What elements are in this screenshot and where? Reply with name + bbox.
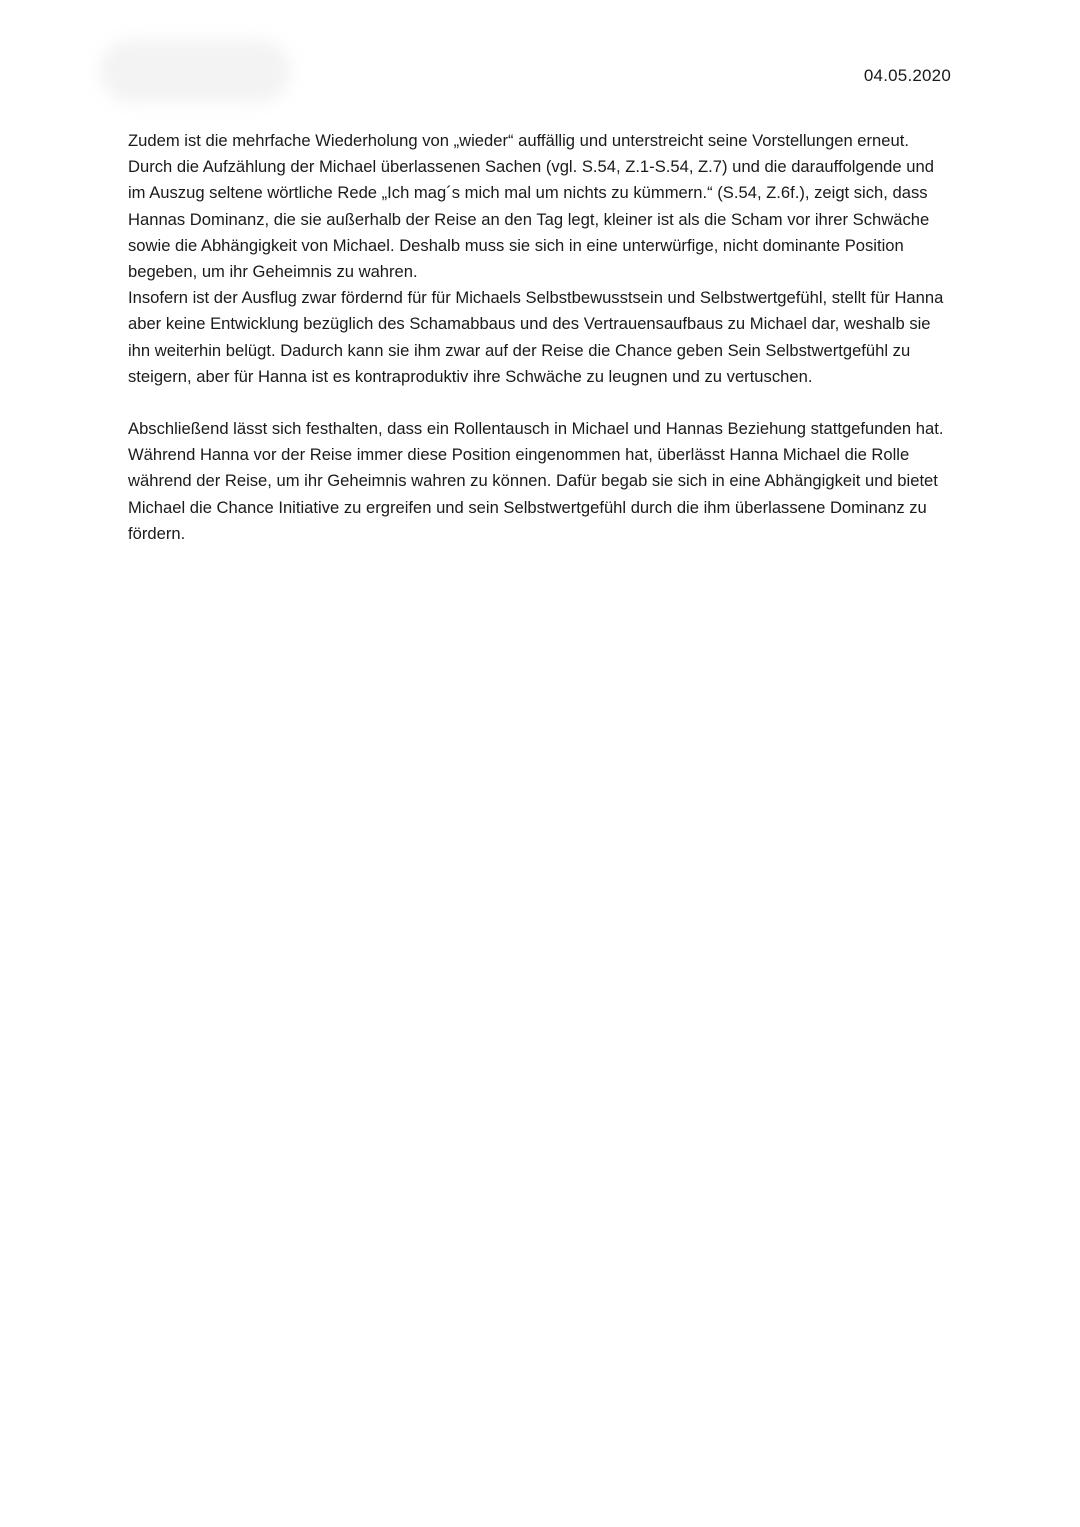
- redacted-name-area: [100, 40, 290, 102]
- document-date: 04.05.2020: [863, 66, 951, 85]
- paragraph-enumeration: Durch die Aufzählung der Michael überlassenen Sachen (vgl. S.54, Z.1-S.54, Z.7) und die darauffolgende und im Auszug seltene wörtliche Rede „Ich mag´s mich mal um nichts zu kümmern.“ (S.54, Z.6f.), zeigt sich, dass Hannas Dominanz, die sie außerhalb der Reise an den Tag legt, kleiner ist als die Scham vor ihrer Schwäche sowie die Abhängigkeit von Michael. Deshalb muss sie sich in eine unterwürfige, nicht dominante Position begeben, um ihr Geheimnis zu wahren.: [128, 157, 934, 282]
- paragraph-conclusion: Abschließend lässt sich festhalten, dass ein Rollentausch in Michael und Hannas Beziehung stattgefunden hat. Während Hanna vor der Reise immer diese Position eingenommen hat, überlässt Hanna Michael die Rolle während der Reise, um ihr Geheimnis wahren zu können. Dafür begab sie sich in eine Abhängigkeit und bietet Michael die Chance Initiative zu ergreifen und sein Selbstwertgefühl durch die ihm überlassene Dominanz zu fördern.: [128, 419, 944, 543]
- document-body: [128, 128, 954, 547]
- paragraph-excursion: Insofern ist der Ausflug zwar fördernd für für Michaels Selbstbewusstsein und Selbstwertgefühl, stellt für Hanna aber keine Entwicklung bezüglich des Schamabbaus und des Vertrauensaufbaus zu Michael dar, weshalb sie ihn weiterhin belügt. Dadurch kann sie ihm zwar auf der Reise die Chance geben Sein Selbstwertgefühl zu steigern, aber für Hanna ist es kontraproduktiv ihre Schwäche zu leugnen und zu vertuschen.: [128, 288, 944, 386]
- paragraph-spacer: [128, 390, 954, 416]
- paragraph-repetition: Zudem ist die mehrfache Wiederholung von „wieder“ auffällig und unterstreicht seine Vorstellungen erneut.: [128, 131, 909, 150]
